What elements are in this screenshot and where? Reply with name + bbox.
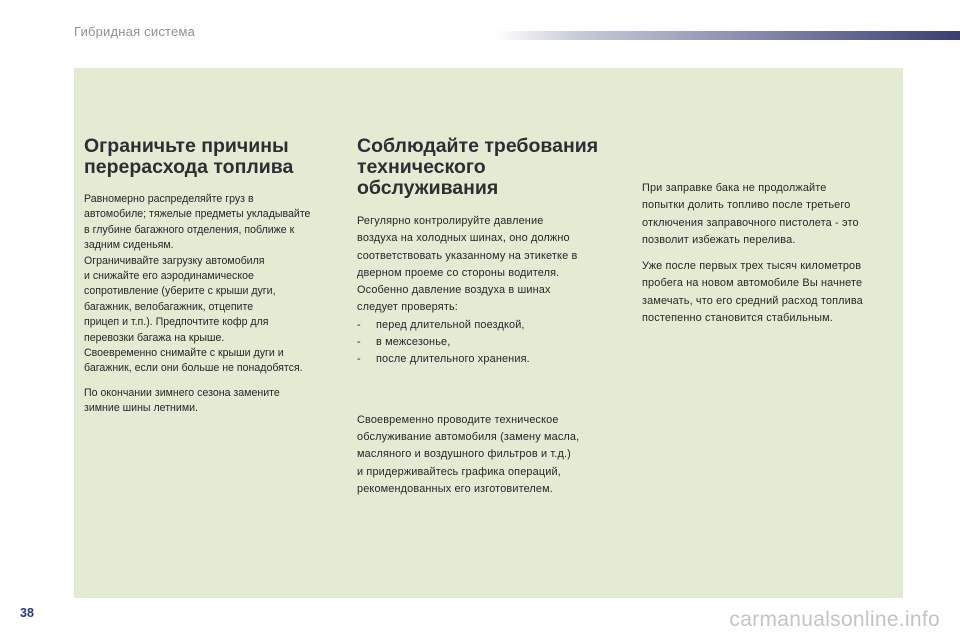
column-fuel-overconsumption — [84, 136, 334, 417]
list-item-text: в межсезонье, — [376, 336, 451, 349]
list-item-text: перед длительной поездкой, — [376, 318, 525, 331]
column-refuelling — [642, 180, 902, 327]
content-panel — [74, 68, 903, 598]
page-number: 38 — [20, 606, 34, 620]
list-dash: - — [357, 353, 361, 366]
heading-limit-overconsumption: Ограничьте причины перерасхода топлива — [84, 135, 294, 178]
paragraph-winter-tyres: По окончании зимнего сезона замените зимние шины летними. — [84, 386, 280, 415]
heading-maintenance-requirements: Соблюдайте требования технического обслуживания — [357, 135, 599, 199]
header-gradient-bar — [495, 31, 960, 40]
list-item — [357, 351, 627, 368]
list-dash: - — [357, 336, 361, 349]
column-maintenance — [357, 136, 627, 498]
paragraph-tyre-pressure: Регулярно контролируйте давление воздуха на холодных шинах, оно должно соответствовать указанному на этикетке в дверном проеме со стороны водителя. Особенно давление воздуха в шинах следует проверять: — [357, 215, 578, 314]
section-header: Гибридная система — [74, 24, 196, 39]
list-item — [357, 334, 627, 351]
paragraph-refuelling: При заправке бака не продолжайте попытки долить топливо после третьего отключения заправочного пистолета - это позволит избежать перелива. — [642, 182, 859, 246]
list-item — [357, 317, 627, 334]
list-item-text: после длительного хранения. — [376, 353, 530, 366]
watermark: carmanualsonline.info — [729, 608, 940, 631]
tyre-check-list — [357, 317, 627, 369]
list-dash: - — [357, 318, 361, 331]
paragraph-scheduled-service: Своевременно проводите техническое обслуживание автомобиля (замену масла, масляного и воздушного фильтров и т.д.) и придерживайтесь графика операций, рекомендованных его изготовителем. — [357, 413, 580, 495]
paragraph-break-in-consumption: Уже после первых трех тысяч километров пробега на новом автомобиле Вы начнете замечать, что его средний расход топлива постепенно становится стабильным. — [642, 260, 863, 325]
paragraph-load-distribution: Равномерно распределяйте груз в автомобиле; тяжелые предметы укладывайте в глубине багажного отделения, поближе к задним сиденьям. Ограничивайте загрузку автомобиля и снижайте его аэродинамическое сопротивление (уберите с крыши дуги, багажник, велобагажник, отцепите прицеп и т.п.). Предпочтите кофр для перевозки багажа на крыше. Своевременно снимайте с крыши дуги и багажник, если они больше не понадобятся. — [84, 193, 311, 375]
